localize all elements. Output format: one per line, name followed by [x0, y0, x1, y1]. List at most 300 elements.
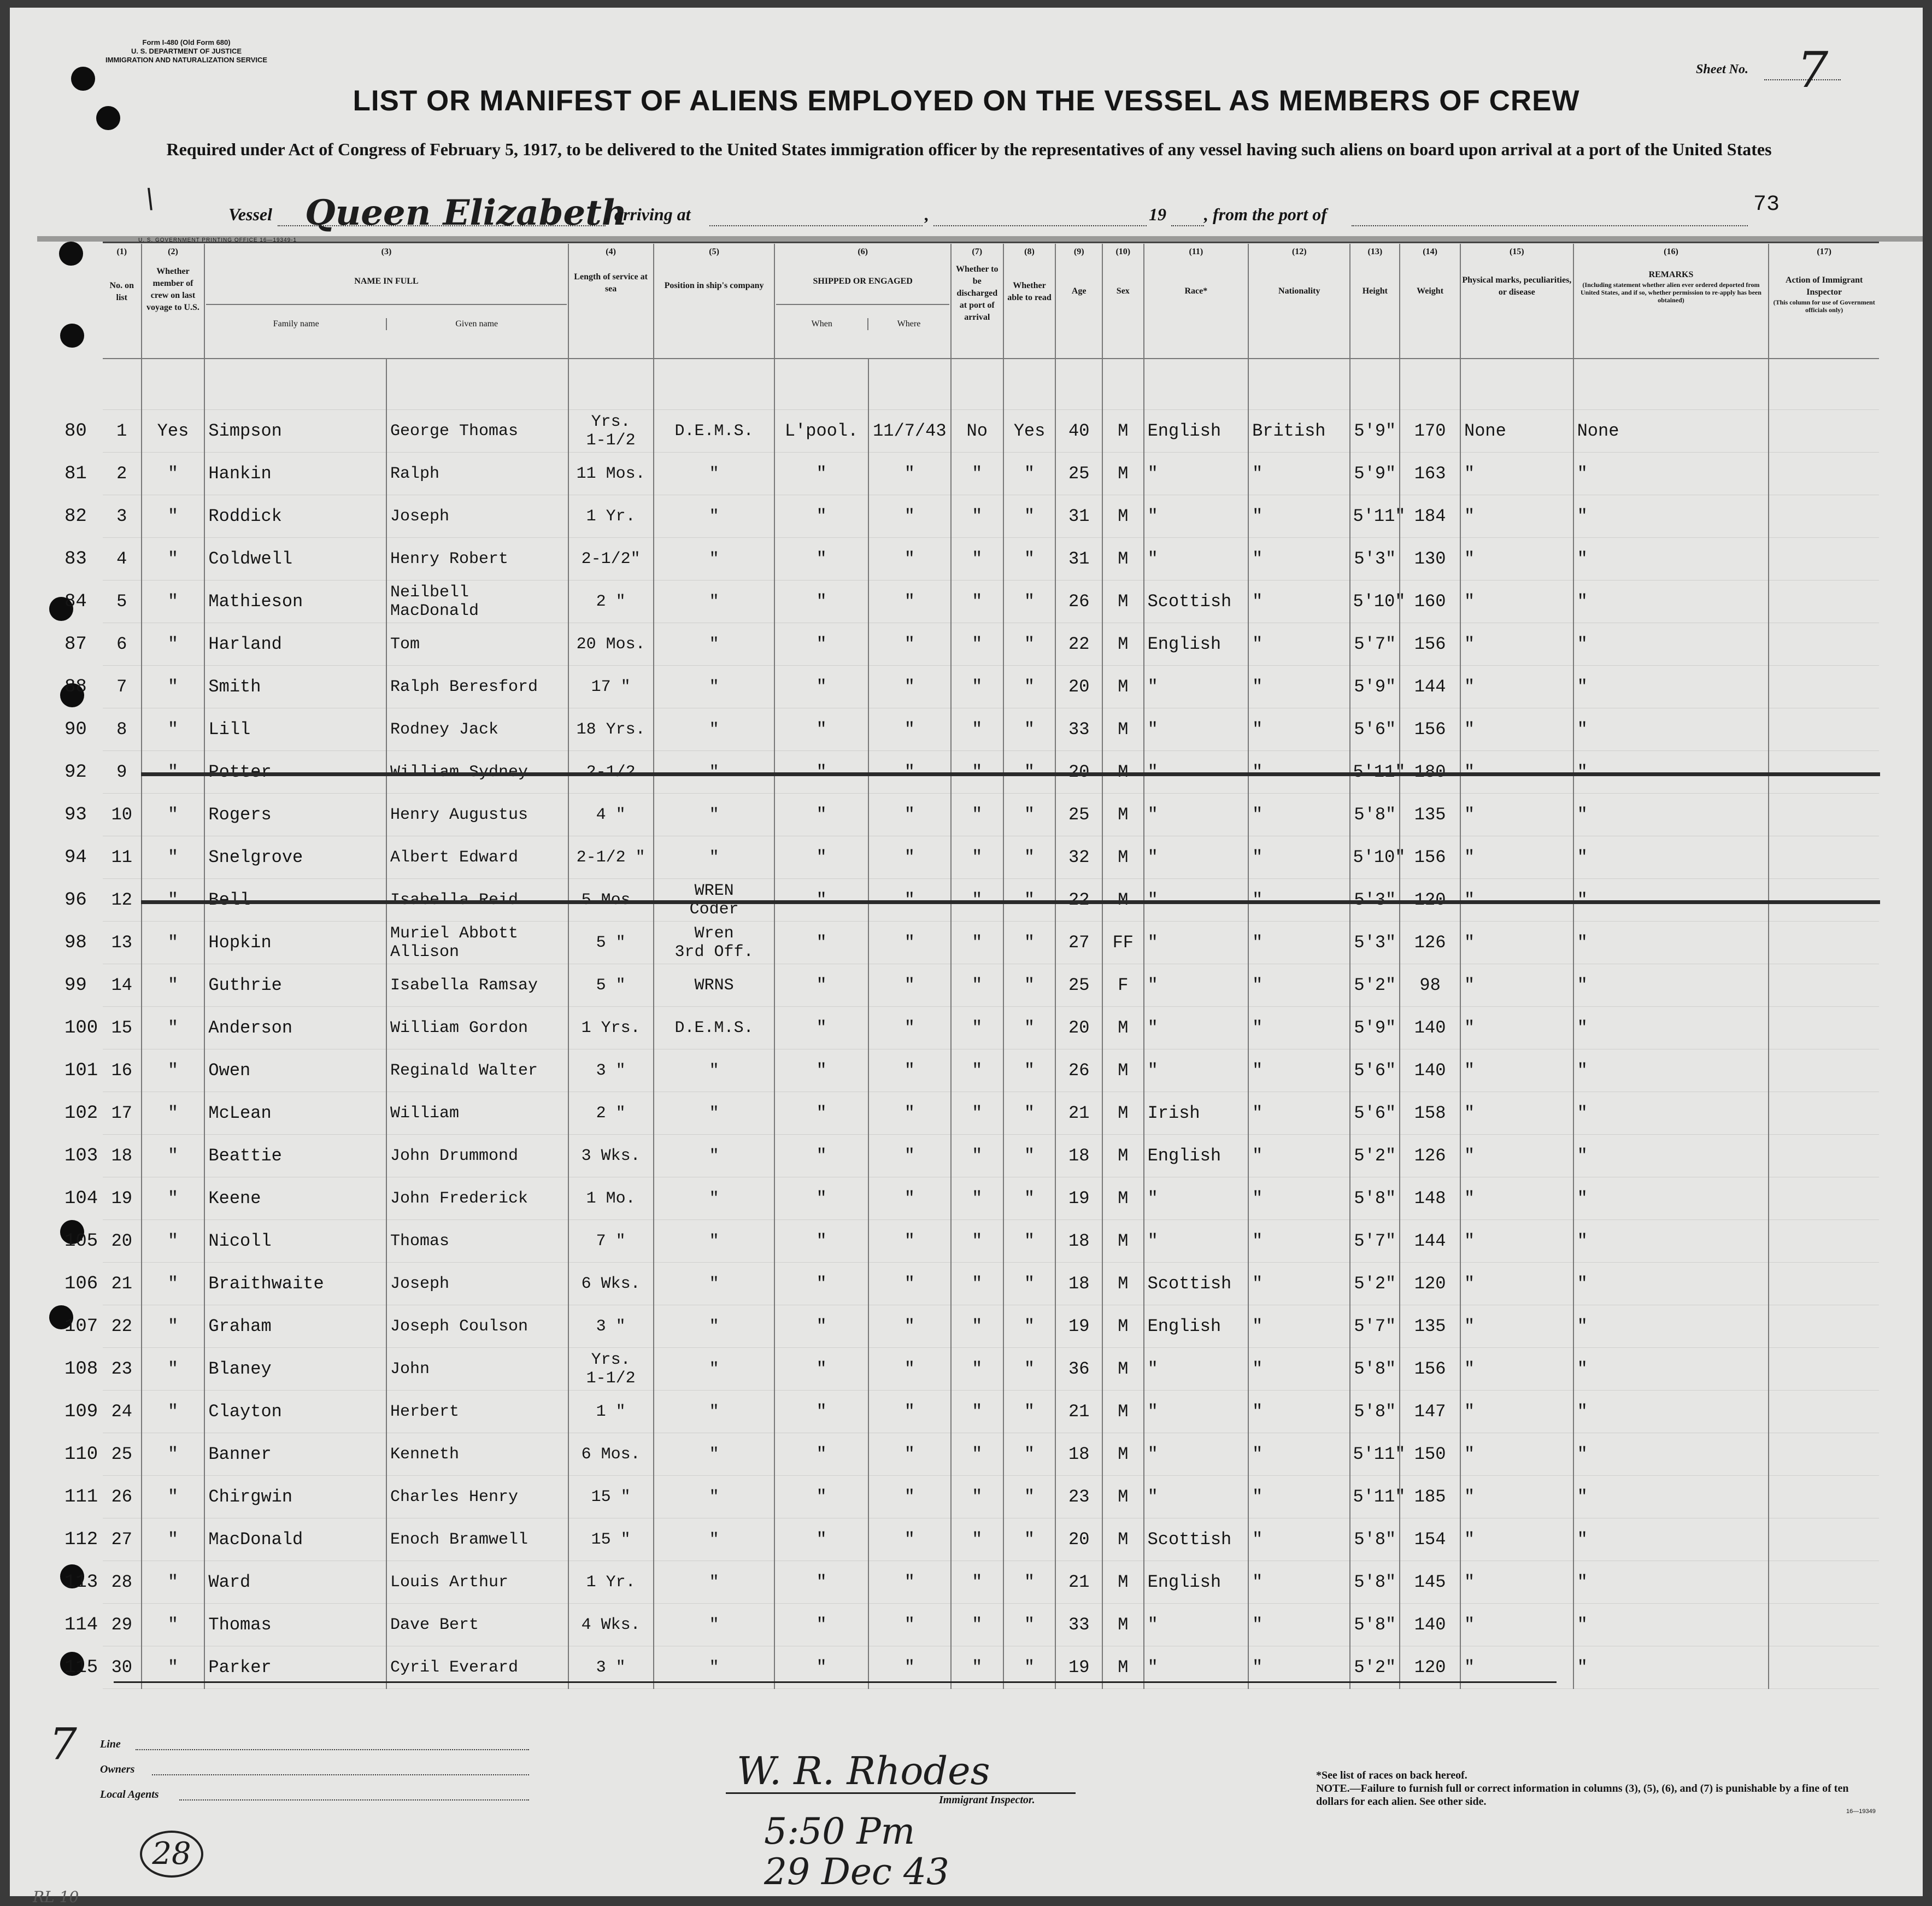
shipped-where-cell: "	[868, 1263, 951, 1305]
height-cell: 5'7"	[1350, 1220, 1400, 1263]
col-6-header	[774, 244, 950, 359]
shipped-where-cell: "	[868, 1049, 951, 1092]
sheet-number-label: Sheet No.	[1696, 62, 1748, 77]
empty-cell	[1573, 359, 1769, 410]
physical-marks-cell: "	[1460, 1092, 1573, 1135]
vessel-name: Queen Elizabeth	[305, 192, 627, 233]
crew-row	[103, 964, 1879, 1007]
nationality-cell: "	[1248, 836, 1350, 879]
age-cell: 22	[1055, 879, 1102, 922]
col-label: NAME IN FULL	[206, 275, 566, 305]
inspector-label: Immigrant Inspector.	[939, 1794, 1035, 1806]
inspector-action-cell	[1769, 1646, 1879, 1689]
department: U. S. DEPARTMENT OF JUSTICE	[131, 47, 242, 55]
weight-cell: 145	[1400, 1561, 1460, 1604]
physical-marks-cell: "	[1460, 1561, 1573, 1604]
race-cell: "	[1144, 751, 1248, 794]
family-name-cell: Harland	[204, 623, 386, 666]
shipped-when-cell: "	[774, 1518, 868, 1561]
sheet-line-number: 113	[64, 1572, 98, 1593]
inspector-action-cell	[1769, 580, 1879, 623]
age-cell: 20	[1055, 751, 1102, 794]
position-cell: "	[654, 1135, 775, 1177]
col-17-header	[1769, 244, 1879, 359]
row-number	[64, 410, 142, 453]
local-agents-label: Local Agents	[100, 1788, 159, 1801]
margin-scrawl: RL 10	[33, 1888, 79, 1906]
col-13-header	[1350, 244, 1400, 359]
height-cell: 5'2"	[1350, 1263, 1400, 1305]
shipped-when-cell: "	[774, 794, 868, 836]
list-number: 29	[111, 1615, 132, 1635]
col-number: (6)	[858, 247, 868, 256]
shipped-where-cell: "	[868, 1561, 951, 1604]
nationality-cell: "	[1248, 580, 1350, 623]
last-voyage-cell: "	[142, 1220, 205, 1263]
service-length-cell: 7 "	[568, 1220, 654, 1263]
crew-row	[103, 1263, 1879, 1305]
shipped-where-cell: "	[868, 922, 951, 964]
family-name-cell: Rogers	[204, 794, 386, 836]
last-voyage-cell: "	[142, 964, 205, 1007]
crew-row	[103, 1476, 1879, 1518]
race-cell: "	[1144, 1220, 1248, 1263]
position-cell: "	[654, 1092, 775, 1135]
service-length-cell: 20 Mos.	[568, 623, 654, 666]
sheet-line-number: 110	[64, 1444, 98, 1465]
remarks-cell: "	[1573, 623, 1769, 666]
family-name-header: Family name	[273, 319, 319, 329]
race-cell: "	[1144, 1007, 1248, 1049]
col-label: Whether able to read	[1007, 281, 1052, 302]
list-number: 15	[111, 1018, 132, 1038]
crew-row	[103, 1135, 1879, 1177]
last-voyage-cell: "	[142, 1348, 205, 1391]
empty-cell	[868, 359, 951, 410]
crew-row	[103, 751, 1879, 794]
height-cell: 5'8"	[1350, 794, 1400, 836]
inspector-action-cell	[1769, 879, 1879, 922]
height-cell: 5'11"	[1350, 751, 1400, 794]
race-cell: "	[1144, 879, 1248, 922]
row-number	[64, 708, 142, 751]
empty-cell	[103, 359, 142, 410]
col-14-header	[1400, 244, 1460, 359]
list-number: 26	[111, 1487, 132, 1507]
discharged-cell: "	[951, 1263, 1003, 1305]
col-number: (15)	[1509, 247, 1524, 256]
service-length-cell: 2-1/2 "	[568, 836, 654, 879]
family-name-cell: Beattie	[204, 1135, 386, 1177]
remarks-cell: "	[1573, 495, 1769, 538]
row-number	[64, 1049, 142, 1092]
able-to-read-cell: "	[1003, 1433, 1056, 1476]
form-number: Form I-480 (Old Form 680)	[142, 38, 231, 46]
age-cell: 27	[1055, 922, 1102, 964]
shipped-where-cell: "	[868, 1007, 951, 1049]
able-to-read-cell: "	[1003, 922, 1056, 964]
empty-cell	[951, 359, 1003, 410]
list-number: 14	[111, 975, 132, 995]
sex-cell: M	[1102, 1561, 1144, 1604]
remarks-cell: "	[1573, 751, 1769, 794]
shipped-when-cell: "	[774, 580, 868, 623]
given-name-cell: George Thomas	[386, 410, 568, 453]
empty-cell	[1248, 359, 1350, 410]
race-cell: Scottish	[1144, 1263, 1248, 1305]
age-cell: 25	[1055, 453, 1102, 495]
crew-row	[103, 879, 1879, 922]
sheet-line-number: 80	[64, 421, 87, 442]
able-to-read-cell: "	[1003, 1220, 1056, 1263]
weight-cell: 144	[1400, 1220, 1460, 1263]
position-cell: "	[654, 751, 775, 794]
nationality-cell: "	[1248, 1391, 1350, 1433]
row-number	[64, 538, 142, 580]
sheet-line-number: 115	[64, 1657, 98, 1678]
weight-cell: 156	[1400, 836, 1460, 879]
position-cell: "	[654, 666, 775, 708]
nationality-cell: "	[1248, 1220, 1350, 1263]
nationality-cell: "	[1248, 1049, 1350, 1092]
family-name-cell: Ward	[204, 1561, 386, 1604]
col-label: No. on list	[109, 281, 134, 302]
col-label: Whether to be discharged at port of arrival	[956, 265, 999, 322]
year-label: 19	[1149, 204, 1166, 224]
shipped-when-cell: "	[774, 1391, 868, 1433]
position-cell: D.E.M.S.	[654, 1007, 775, 1049]
discharged-cell: "	[951, 1007, 1003, 1049]
inspector-signature: W. R. Rhodes	[737, 1749, 990, 1793]
col-number: (9)	[1073, 247, 1084, 256]
given-name-cell: Joseph	[386, 495, 568, 538]
race-cell: "	[1144, 1177, 1248, 1220]
able-to-read-cell: "	[1003, 1348, 1056, 1391]
physical-marks-cell: "	[1460, 495, 1573, 538]
family-name-cell: Smith	[204, 666, 386, 708]
col-number: (3)	[381, 247, 392, 256]
list-number: 19	[111, 1188, 132, 1209]
family-name-cell: Graham	[204, 1305, 386, 1348]
age-cell: 20	[1055, 1007, 1102, 1049]
remarks-cell: "	[1573, 1049, 1769, 1092]
shipped-when-cell: "	[774, 1220, 868, 1263]
shipped-when-cell: "	[774, 708, 868, 751]
last-voyage-cell: "	[142, 1049, 205, 1092]
service-length-cell: 1 "	[568, 1391, 654, 1433]
family-name-cell: Owen	[204, 1049, 386, 1092]
inspector-action-cell	[1769, 922, 1879, 964]
able-to-read-cell: "	[1003, 879, 1056, 922]
sheet-line-number: 96	[64, 890, 87, 911]
owners-field	[152, 1774, 529, 1775]
height-cell: 5'2"	[1350, 1135, 1400, 1177]
physical-marks-cell: "	[1460, 1263, 1573, 1305]
last-voyage-cell: "	[142, 1007, 205, 1049]
col-number: (17)	[1817, 247, 1831, 256]
sex-cell: M	[1102, 580, 1144, 623]
col-number: (5)	[709, 247, 719, 256]
family-name-cell: Keene	[204, 1177, 386, 1220]
list-number: 25	[111, 1444, 132, 1464]
age-cell: 33	[1055, 1604, 1102, 1646]
row-number	[64, 1135, 142, 1177]
sex-cell: M	[1102, 1646, 1144, 1689]
list-number: 24	[111, 1401, 132, 1422]
able-to-read-cell: "	[1003, 794, 1056, 836]
col-number: (4)	[606, 247, 616, 256]
nationality-cell: "	[1248, 623, 1350, 666]
col-label: Position in ship's company	[664, 281, 764, 290]
weight-cell: 135	[1400, 1305, 1460, 1348]
height-cell: 5'8"	[1350, 1348, 1400, 1391]
height-cell: 5'8"	[1350, 1391, 1400, 1433]
position-cell: WRNS	[654, 964, 775, 1007]
height-cell: 5'3"	[1350, 922, 1400, 964]
col-label: REMARKS	[1648, 270, 1694, 279]
remarks-cell: "	[1573, 1604, 1769, 1646]
service-length-cell: Yrs. 1-1/2	[568, 410, 654, 453]
footnote-note: NOTE.—Failure to furnish full or correct information in columns (3), (5), (6), and (7) is punishable by a fine of ten dollars for each alien. See other side.	[1316, 1782, 1849, 1808]
col-5-header	[654, 244, 775, 359]
family-name-cell: Coldwell	[204, 538, 386, 580]
able-to-read-cell: "	[1003, 836, 1056, 879]
when-header: When	[811, 319, 832, 329]
col-10-header	[1102, 244, 1144, 359]
race-cell: "	[1144, 708, 1248, 751]
crew-row	[103, 580, 1879, 623]
shipped-when-cell: "	[774, 964, 868, 1007]
crew-row	[103, 1433, 1879, 1476]
year-line	[1171, 225, 1204, 226]
service-length-cell: 3 Wks.	[568, 1135, 654, 1177]
inspector-action-cell	[1769, 1433, 1879, 1476]
shipped-when-cell: "	[774, 1049, 868, 1092]
service-length-cell: 2-1/2	[568, 751, 654, 794]
height-cell: 5'10"	[1350, 580, 1400, 623]
height-cell: 5'8"	[1350, 1518, 1400, 1561]
race-cell: "	[1144, 836, 1248, 879]
inspector-action-cell	[1769, 1007, 1879, 1049]
last-voyage-cell: "	[142, 879, 205, 922]
col-8-header	[1003, 244, 1056, 359]
remarks-cell: "	[1573, 666, 1769, 708]
given-name-cell: Charles Henry	[386, 1476, 568, 1518]
last-voyage-cell: "	[142, 1646, 205, 1689]
inspector-action-cell	[1769, 836, 1879, 879]
inspector-action-cell	[1769, 1604, 1879, 1646]
height-cell: 5'8"	[1350, 1177, 1400, 1220]
sheet-line-number: 109	[64, 1401, 98, 1422]
service-length-cell: 3 "	[568, 1305, 654, 1348]
given-name-cell: Ralph	[386, 453, 568, 495]
shipped-when-cell: "	[774, 1007, 868, 1049]
sheet-line-number: 104	[64, 1188, 98, 1209]
nationality-cell: British	[1248, 410, 1350, 453]
shipped-where-cell: "	[868, 1092, 951, 1135]
position-cell: "	[654, 1049, 775, 1092]
position-cell: "	[654, 708, 775, 751]
physical-marks-cell: "	[1460, 453, 1573, 495]
col-sublabel: (Including statement whether alien ever ordered deported from United States, and if so, whether permission to re-apply has been obtained)	[1581, 281, 1761, 304]
empty-cell	[774, 359, 868, 410]
discharged-cell: "	[951, 1604, 1003, 1646]
nationality-cell: "	[1248, 1433, 1350, 1476]
height-cell: 5'11"	[1350, 1476, 1400, 1518]
position-cell: "	[654, 1391, 775, 1433]
crew-row	[103, 1348, 1879, 1391]
given-name-cell: Henry Robert	[386, 538, 568, 580]
age-cell: 25	[1055, 794, 1102, 836]
remarks-cell: "	[1573, 1263, 1769, 1305]
discharged-cell: "	[951, 1518, 1003, 1561]
service-length-cell: 2-1/2"	[568, 538, 654, 580]
discharged-cell: "	[951, 836, 1003, 879]
footnote	[1316, 1769, 1863, 1808]
crew-row	[103, 538, 1879, 580]
remarks-cell: "	[1573, 1561, 1769, 1604]
race-cell: Scottish	[1144, 580, 1248, 623]
discharged-cell: "	[951, 1220, 1003, 1263]
crew-row	[103, 410, 1879, 453]
inspector-action-cell	[1769, 453, 1879, 495]
remarks-cell: "	[1573, 1007, 1769, 1049]
weight-cell: 154	[1400, 1518, 1460, 1561]
list-number: 6	[116, 634, 127, 654]
col-label: Height	[1362, 286, 1388, 296]
given-name-header: Given name	[386, 318, 567, 330]
list-number: 7	[116, 677, 127, 697]
shipped-when-cell: "	[774, 1177, 868, 1220]
sheet-number-value: 7	[1797, 42, 1829, 99]
family-name-cell: Snelgrove	[204, 836, 386, 879]
col-number: (12)	[1291, 247, 1307, 256]
discharged-cell: "	[951, 1305, 1003, 1348]
punch-hole	[60, 324, 84, 348]
remarks-cell: "	[1573, 1305, 1769, 1348]
shipped-when-cell: "	[774, 666, 868, 708]
discharged-cell: "	[951, 794, 1003, 836]
remarks-cell: "	[1573, 580, 1769, 623]
remarks-cell: "	[1573, 1177, 1769, 1220]
height-cell: 5'11"	[1350, 1433, 1400, 1476]
service-length-cell: 5 Mos.	[568, 879, 654, 922]
sheet-line-number: 101	[64, 1060, 98, 1081]
sex-cell: M	[1102, 794, 1144, 836]
given-name-cell: Isabella Ramsay	[386, 964, 568, 1007]
row-number	[64, 495, 142, 538]
row-number	[64, 751, 142, 794]
sex-cell: M	[1102, 538, 1144, 580]
col-label: Action of Immigrant Inspector	[1786, 275, 1863, 297]
inspector-action-cell	[1769, 1305, 1879, 1348]
age-cell: 25	[1055, 964, 1102, 1007]
inspector-action-cell	[1769, 751, 1879, 794]
family-name-cell: Banner	[204, 1433, 386, 1476]
sex-cell: M	[1102, 1135, 1144, 1177]
physical-marks-cell: "	[1460, 1391, 1573, 1433]
nationality-cell: "	[1248, 1348, 1350, 1391]
col-1-header	[103, 244, 142, 359]
race-cell: English	[1144, 1305, 1248, 1348]
sheet-line-number: 112	[64, 1529, 98, 1550]
inspector-action-cell	[1769, 410, 1879, 453]
header-band	[37, 236, 1923, 242]
page-left-number: 7	[49, 1719, 77, 1769]
punch-hole	[59, 242, 83, 266]
page-subtitle: Required under Act of Congress of February 5, 1917, to be delivered to the United States immigration officer by the representatives of any vessel having such aliens on board upon arrival at a port of the United States	[166, 139, 1772, 159]
age-cell: 18	[1055, 1433, 1102, 1476]
discharged-cell: "	[951, 666, 1003, 708]
given-name-cell: John Drummond	[386, 1135, 568, 1177]
height-cell: 5'2"	[1350, 1646, 1400, 1689]
col-number: (10)	[1115, 247, 1131, 256]
weight-cell: 126	[1400, 922, 1460, 964]
nationality-cell: "	[1248, 1007, 1350, 1049]
sex-cell: M	[1102, 1391, 1144, 1433]
inspector-action-cell	[1769, 495, 1879, 538]
able-to-read-cell: Yes	[1003, 410, 1056, 453]
sheet-line-number: 81	[64, 464, 87, 484]
age-cell: 31	[1055, 538, 1102, 580]
physical-marks-cell: "	[1460, 836, 1573, 879]
age-cell: 20	[1055, 666, 1102, 708]
service-length-cell: 6 Mos.	[568, 1433, 654, 1476]
sheet-line-number: 99	[64, 975, 87, 996]
age-cell: 21	[1055, 1391, 1102, 1433]
shipped-where-cell: "	[868, 495, 951, 538]
nationality-cell: "	[1248, 453, 1350, 495]
position-cell: "	[654, 1518, 775, 1561]
race-cell: "	[1144, 1646, 1248, 1689]
able-to-read-cell: "	[1003, 580, 1056, 623]
age-cell: 18	[1055, 1263, 1102, 1305]
shipped-where-cell: "	[868, 666, 951, 708]
row-number	[64, 836, 142, 879]
remarks-cell: "	[1573, 879, 1769, 922]
weight-cell: 150	[1400, 1433, 1460, 1476]
col-number: (8)	[1024, 247, 1035, 256]
nationality-cell: "	[1248, 495, 1350, 538]
last-voyage-cell: "	[142, 836, 205, 879]
physical-marks-cell: "	[1460, 1646, 1573, 1689]
family-name-cell: Chirgwin	[204, 1476, 386, 1518]
remarks-cell: "	[1573, 922, 1769, 964]
shipped-when-cell: "	[774, 623, 868, 666]
sex-cell: M	[1102, 879, 1144, 922]
discharged-cell: "	[951, 1092, 1003, 1135]
family-name-cell: Potter	[204, 751, 386, 794]
sheet-line-number: 100	[64, 1018, 98, 1039]
given-name-cell: William Gordon	[386, 1007, 568, 1049]
able-to-read-cell: "	[1003, 1177, 1056, 1220]
age-cell: 36	[1055, 1348, 1102, 1391]
race-cell: "	[1144, 1476, 1248, 1518]
shipped-when-cell: "	[774, 1348, 868, 1391]
shipped-when-cell: L'pool.	[774, 410, 868, 453]
crew-row	[103, 666, 1879, 708]
circled-number: 28	[140, 1831, 203, 1878]
last-voyage-cell: "	[142, 538, 205, 580]
height-cell: 5'11"	[1350, 495, 1400, 538]
weight-cell: 120	[1400, 1263, 1460, 1305]
service-length-cell: 2 "	[568, 1092, 654, 1135]
col-label: Length of service at sea	[574, 272, 648, 294]
shipped-when-cell: "	[774, 1135, 868, 1177]
weight-cell: 144	[1400, 666, 1460, 708]
inspector-action-cell	[1769, 1348, 1879, 1391]
last-voyage-cell: "	[142, 1604, 205, 1646]
